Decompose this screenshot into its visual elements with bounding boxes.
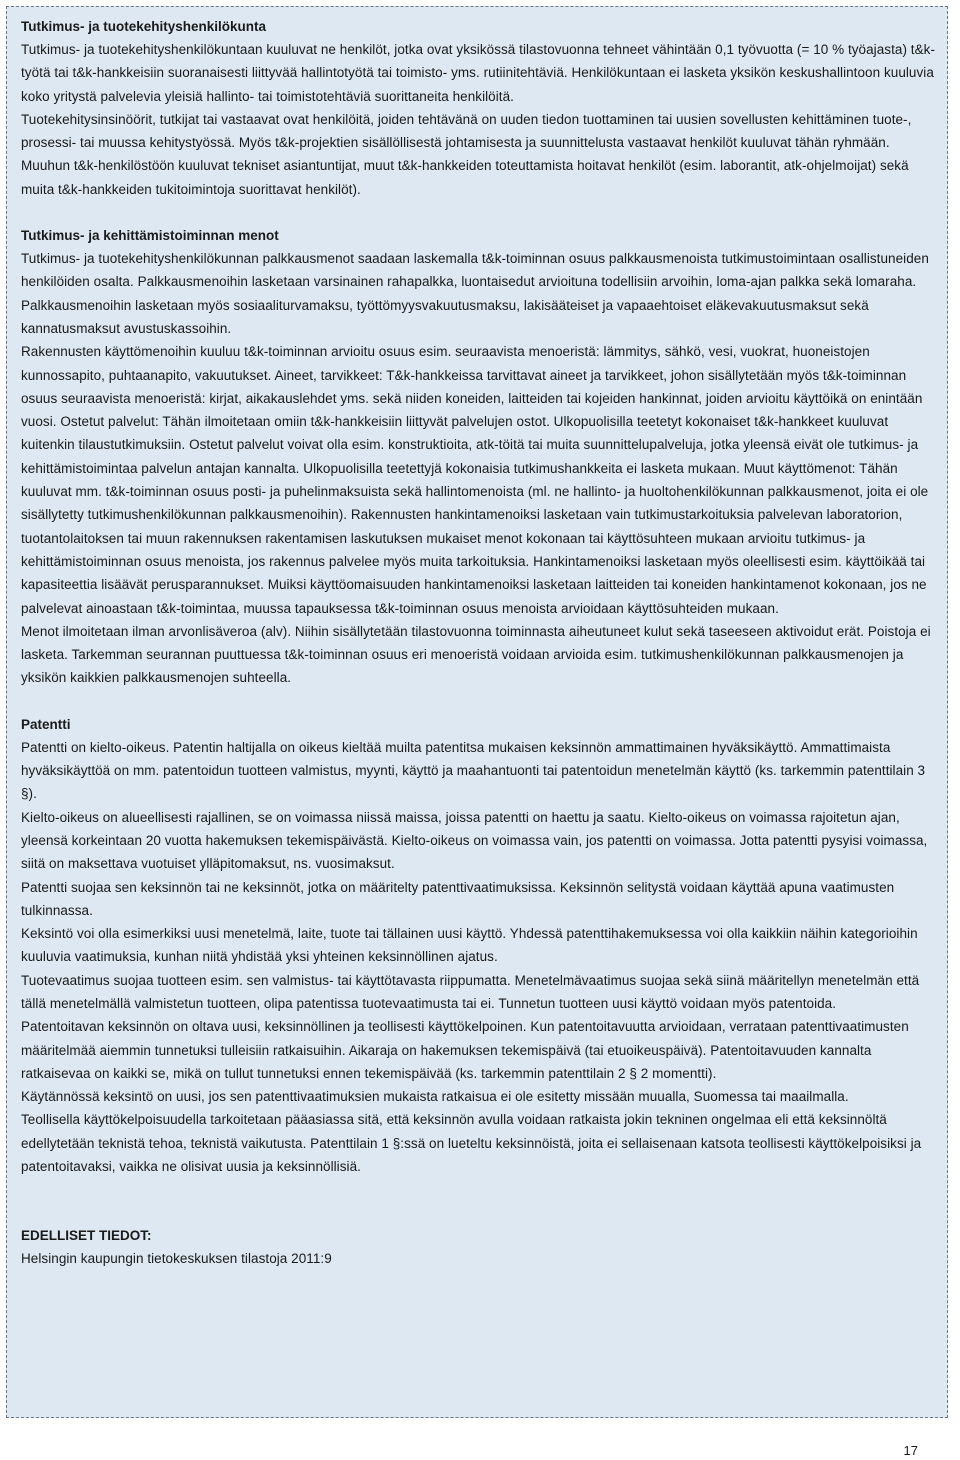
paragraph: Tutkimus- ja tuotekehityshenkilökunnan palkkausmenot saadaan laskemalla t&k-toiminnan osuus palkkausmenoista tutkimustoimintaan osallistuneiden henkilöiden osalta. Palkkausmenoihin lasketaan varsinainen rahapalkka, luontaisedut arvioituna todellisiin arvoihin, loma-ajan palkka sekä lomaraha. Palkkausmenoihin lasketaan myös sosiaaliturvamaksu, työttömyysvakuutusmaksu, lakisääteiset ja vapaaehtoiset eläkevakuutusmaksut sekä kannatusmaksut avustuskassoihin.	[21, 251, 929, 336]
section-heading: EDELLISET TIEDOT:	[21, 1228, 152, 1244]
paragraph: Muuhun t&k-henkilöstöön kuuluvat tekniset asiantuntijat, muut t&k-hankkeiden toteuttamista hoitavat henkilöt (esim. laborantit, atk-ohjelmoijat) sekä muita t&k-hankkeiden tukitoimintoja suorittavat henkilöt).	[21, 158, 909, 197]
section-patent	[21, 713, 935, 1179]
paragraph: Rakennusten käyttömenoihin kuuluu t&k-toiminnan arvioitu osuus esim. seuraavista menoeristä: lämmitys, sähkö, vesi, vuokrat, huoneistojen kunnossapito, puhtaanapito, vakuutukset. Aineet, tarvikkeet: T&k-hankkeissa tarvittavat aineet ja tarvikkeet, johon sisällytetään myös t&k-toiminnan osuus seuraavista menoeristä: kirjat, aikakauslehdet yms. sekä niiden koneiden, laitteiden tai kojeiden hankinnat, joiden arvioitu käyttöikä on enintään vuosi. Ostetut palvelut: Tähän ilmoitetaan omiin t&k-hankkeisiin liittyvät palvelujen ostot. Ulkopuolisilla teetetyt kokonaiset t&k-hankkeet kuuluvat kuitenkin tilaustutkimuksiin. Ostetut palvelut voivat olla esim. konstruktioita, atk-töitä tai muita suunnittelupalveluja, jotka yleensä eivät ole tutkimus- ja kehittämistoimintaa palvelun antajan kannalta. Ulkopuolisilla teetettyjä kokonaisia tutkimushankkeita ei lasketa mukaan. Muut käyttömenot: Tähän kuuluvat mm. t&k-toiminnan osuus posti- ja puhelinmaksuista sekä hallintomenoista (ml. ne hallinto- ja huoltohenkilökunnan palkkausmenot, joita ei ole sisällytetty tutkimushenkilökunnan palkkausmenoihin). Rakennusten hankintamenoiksi lasketaan vain tutkimustarkoituksia palvelevan laboratorion, tuotantolaitoksen tai muun rakennuksen rakentamisen laskutuksen mukaiset menot kokonaan tai käyttösuhteen mukaan arvioitu tutkimus- ja kehittämistoiminnan osuus menoista, jos rakennus palvelee myös muita tarkoituksia. Hankintamenoiksi lasketaan myös oleellisesti esim. käyttöikää tai kapasiteettia lisäävät perusparannukset. Muiksi käyttöomaisuuden hankintamenoiksi lasketaan laitteiden tai koneiden hankintamenot kokonaan, jos ne palvelevat ainoastaan t&k-toimintaa, muussa tapauksessa t&k-toiminnan osuus menoista arvioidaan käyttösuhteiden mukaan.	[21, 344, 929, 616]
paragraph: Kielto-oikeus on alueellisesti rajallinen, se on voimassa niissä maissa, joissa patentti on haettu ja saatu. Kielto-oikeus on voimassa rajoitetun ajan, yleensä korkeintaan 20 vuotta hakemuksen tekemispäivästä. Kielto-oikeus on voimassa vain, jos patentti on voimassa. Jotta patentti pysyisi voimassa, siitä on maksettava vuotuiset ylläpitomaksut, ns. vuosimaksut.	[21, 809, 928, 872]
previous-data-reference: Helsingin kaupungin tietokeskuksen tilastoja 2011:9	[21, 1251, 332, 1267]
paragraph: Keksintö voi olla esimerkiksi uusi menetelmä, laite, tuote tai tällainen uusi käyttö. Yhdessä patenttihakemuksessa voi olla kaikkiin näihin kategorioihin kuuluvia vaatimuksia, kunhan niitä yhdistää yksi yhteinen keksinnöllinen ajatus.	[21, 926, 918, 965]
page-number: 17	[903, 1443, 918, 1458]
paragraph: Patentti on kielto-oikeus. Patentin haltijalla on oikeus kieltää muilta patentitsa mukaisen keksinnön ammattimainen hyväksikäyttö. Ammattimaista hyväksikäyttöä on mm. patentoidun tuotteen valmistus, myynti, käyttö ja maahantuonti tai patentoidun menetelmän käyttö (ks. tarkemmin patenttilain 3 §).	[21, 739, 926, 802]
section-expenditure	[21, 224, 935, 690]
section-heading: Tutkimus- ja kehittämistoiminnan menot	[21, 228, 279, 244]
paragraph: Menot ilmoitetaan ilman arvonlisäveroa (alv). Niihin sisällytetään tilastovuonna toiminnasta aiheutuneet kulut sekä taseeseen aktivoidut erät. Poistoja ei lasketa. Tarkemman seurannan puuttuessa t&k-toiminnan osuus eri menoeristä voidaan arvioida esim. tutkimushenkilökunnan palkkausmenojen ja yksikön kaikkien palkkausmenojen suhteella.	[21, 623, 931, 686]
info-box	[6, 6, 948, 1418]
section-previous-data	[21, 1224, 935, 1270]
paragraph: Käytännössä keksintö on uusi, jos sen patenttivaatimuksien mukaista ratkaisua ei ole esitetty missään muualla, Suomessa tai maailmalla.	[21, 1089, 849, 1105]
paragraph: Tuotekehitysinsinöörit, tutkijat tai vastaavat ovat henkilöitä, joiden tehtävänä on uuden tiedon tuottaminen tai uusien sovellusten kehittäminen tuote-, prosessi- tai muussa kehitystyössä. Myös t&k-projektien sisällöllisestä johtamisesta ja suunnittelusta vastaavat henkilöt kuuluvat tähän ryhmään.	[21, 111, 912, 151]
section-heading: Patentti	[21, 716, 71, 732]
paragraph: Tutkimus- ja tuotekehityshenkilökuntaan kuuluvat ne henkilöt, jotka ovat yksikössä tilastovuonna tehneet vähintään 0,1 työvuotta (= 10 % työajasta) t&k-työtä tai t&k-hankkeisiin suoranaisesti liittyvää hallintotyötä tai toimisto- yms. rutiinitehtäviä. Henkilökuntaan ei lasketa yksikön keskushallintoon kuuluvia koko yritystä palvelevia yleisiä hallinto- tai toimistotehtäviä suorittaneita henkilöitä.	[21, 42, 935, 104]
paragraph: Tuotevaatimus suojaa tuotteen esim. sen valmistus- tai käyttötavasta riippumatta. Menetelmävaatimus suojaa sekä siinä määritellyn menetelmän että tällä menetelmällä valmistetun tuotteen, olipa patentissa tuotevaatimusta tai ei. Tunnetun tuotteen uusi käyttö voidaan myös patentoida.	[21, 972, 920, 1011]
section-heading: Tutkimus- ja tuotekehityshenkilökunta	[21, 19, 267, 34]
paragraph: Teollisella käyttökelpoisuudella tarkoitetaan pääasiassa sitä, että keksinnön avulla voidaan ratkaista jokin tekninen ongelmaa eli että keksinnöltä edellytetään teknistä tehoa, teknistä vaikutusta. Patenttilain 1 §:ssä on lueteltu keksinnöistä, joita ei sellaisenaan katsota teollisesti käyttökelpoisiksi ja patentoitavaksi, vaikka ne olisivat uusia ja keksinnöllisiä.	[21, 1112, 922, 1175]
paragraph: Patentoitavan keksinnön on oltava uusi, keksinnöllinen ja teollisesti käyttökelpoinen. Kun patentoitavuutta arvioidaan, verrataan patenttivaatimusten määritelmää aiemmin tunnetuksi tulleisiin ratkaisuihin. Aikaraja on hakemuksen tekemispäivä (tai etuoikeuspäivä). Patentoitavuuden kannalta ratkaisevaa on kaikki se, mikä on tullut tunnetuksi ennen tekemispäivää (ks. tarkemmin patenttilain 2 § 2 momentti).	[21, 1019, 909, 1081]
paragraph: Patentti suojaa sen keksinnön tai ne keksinnöt, jotka on määritelty patenttivaatimuksissa. Keksinnön selitystä voidaan käyttää apuna vaatimusten tulkinnassa.	[21, 879, 895, 918]
section-personnel	[21, 15, 935, 201]
